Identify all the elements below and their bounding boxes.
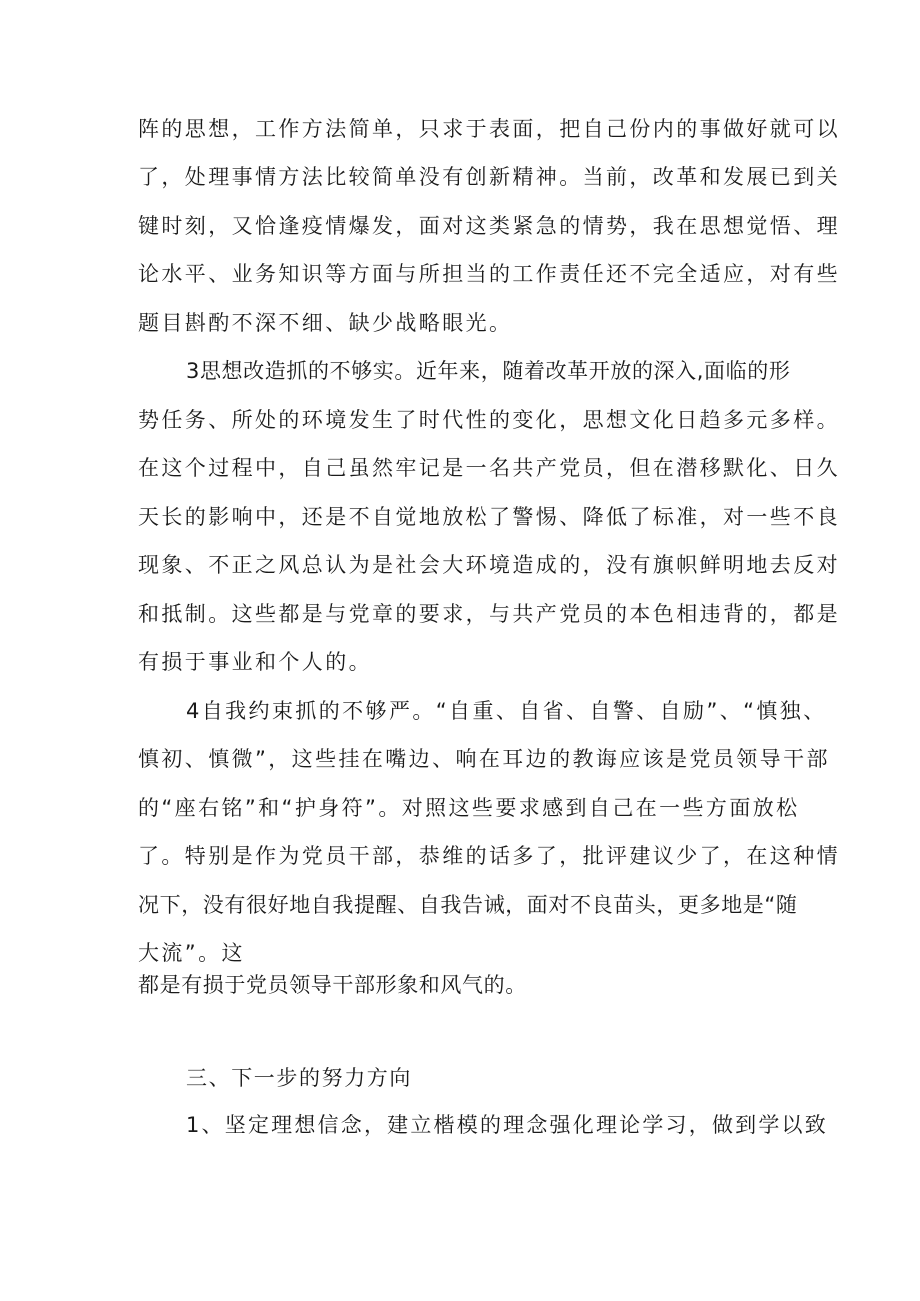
paragraph-4-line-1: 4自我约束抓的不够严。“自重、自省、自警、自励”、“慎独、 bbox=[186, 699, 827, 723]
paragraph-4-line-4: 了。特别是作为党员干部，恭维的话多了，批评建议少了，在这种情 bbox=[138, 844, 840, 868]
item-1-line-1: 1、坚定理想信念，建立楷模的理念强化理论学习，做到学以致 bbox=[186, 1113, 828, 1137]
paragraph-4-line-3: 的“座右铭”和“护身符”。对照这些要求感到自己在一些方面放松 bbox=[138, 796, 800, 820]
paragraph-3-line-1: 3思想改造抓的不够实。近年来，随着改革开放的深入,面临的形 bbox=[186, 359, 791, 383]
paragraph-4-line-6: 大流”。这 bbox=[138, 941, 245, 965]
paragraph-2-line-2: 了，处理事情方法比较简单没有创新精神。当前，改革和发展已到关 bbox=[138, 165, 840, 189]
paragraph-2-line-3: 键时刻，又恰逢疫情爆发，面对这类紧急的情势，我在思想觉悟、理 bbox=[138, 214, 840, 238]
paragraph-2-line-1: 阵的思想，工作方法简单，只求于表面，把自己份内的事做好就可以 bbox=[138, 117, 840, 141]
paragraph-2-line-4: 论水平、业务知识等方面与所担当的工作责任还不完全适应，对有些 bbox=[138, 262, 840, 286]
paragraph-4-line-7: 都是有损于党员领导干部形象和风气的。 bbox=[138, 973, 527, 997]
section-3-heading: 三、下一步的努力方向 bbox=[186, 1066, 412, 1090]
paragraph-3-line-5: 现象、不正之风总认为是社会大环境造成的，没有旗帜鲜明地去反对 bbox=[138, 553, 840, 577]
paragraph-4-line-5: 况下，没有很好地自我提醒、自我告诫，面对不良苗头，更多地是“随 bbox=[138, 893, 798, 917]
paragraph-3-line-4: 天长的影响中，还是不自觉地放松了警惕、降低了标准，对一些不良 bbox=[138, 505, 840, 529]
paragraph-3-line-7: 有损于事业和个人的。 bbox=[138, 650, 372, 674]
paragraph-4-line-2: 慎初、慎微”，这些挂在嘴边、响在耳边的教诲应该是党员领导干部 bbox=[138, 747, 830, 771]
paragraph-3-line-2: 势任务、所处的环境发生了时代性的变化，思想文化日趋多元多样。 bbox=[138, 408, 840, 432]
paragraph-3-line-3: 在这个过程中，自己虽然牢记是一名共产党员，但在潜移默化、日久 bbox=[138, 456, 840, 480]
paragraph-2-line-5: 题目斟酌不深不细、缺少战略眼光。 bbox=[138, 311, 513, 335]
paragraph-3-line-6: 和抵制。这些都是与党章的要求，与共产党员的本色相违背的，都是 bbox=[138, 602, 840, 626]
